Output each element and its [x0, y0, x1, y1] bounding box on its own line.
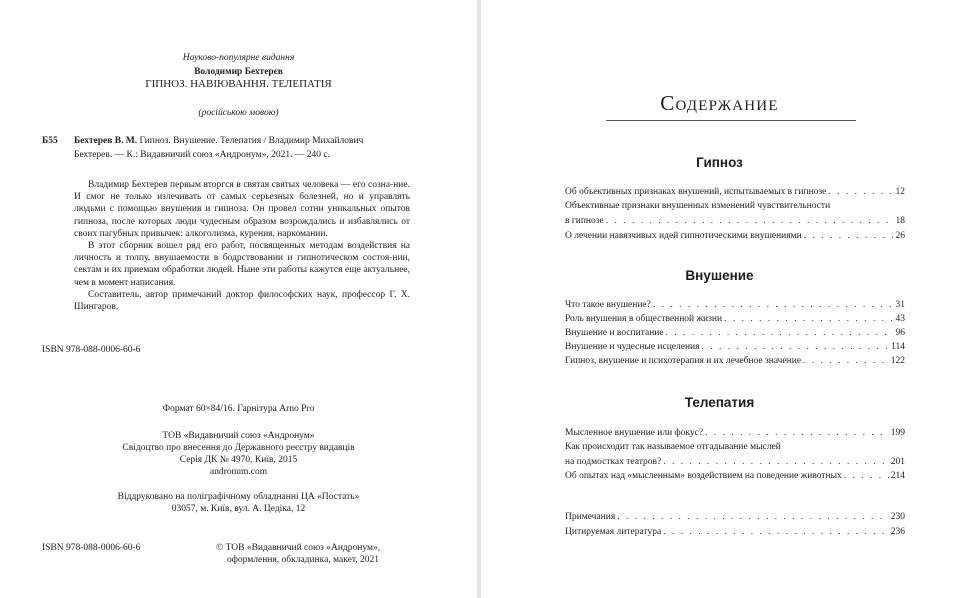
annotation-paragraph: Составитель, автор примечаний доктор философских наук, профессор Г. Х. Шингаров. [74, 289, 410, 313]
toc-leader [828, 186, 893, 198]
publisher-website: andronum.com [209, 467, 268, 477]
toc-entry[interactable] [565, 355, 905, 367]
toc-entry-title: Цитируемая литература [565, 527, 662, 537]
toc-leader [606, 215, 894, 227]
toc-entry-title: Роль внушения в общественной жизни [565, 314, 723, 324]
printer-address: 03057, м. Київ, вул. А. Цедіка, 12 [171, 504, 306, 514]
contents-title: Содержание [660, 91, 779, 115]
annotation-block [74, 179, 410, 313]
toc-entry-title: Об опытах над «мысленным» воздействием на поведение животных [565, 471, 842, 481]
publisher-line: Свідоцтво про внесення до Державного реєстру видавців [122, 443, 355, 453]
toc-leader [663, 456, 889, 468]
annotation-paragraph: Владимир Бехтерев первым вторгся в святая святых человека — его созна-ние. И смог не только излечивать от самых серьезных болезней, но и управлять людьми с помощью внушения и гипноза. Он провел сотни уникальных опытов гипноза, после которых люди чудесным образом возрождались и избавлялись от своих пагубных привычек: алкоголизма, курения, наркомании. [74, 180, 410, 239]
toc-leader [666, 327, 894, 339]
toc-entry[interactable] [565, 511, 905, 523]
toc-page-number: 12 [895, 187, 905, 197]
annotation-paragraph: В этот сборник вошел ряд его работ, посвященных методам воздействия на личность и толпу, внушаемости в бодрствовании и гипнотическом состоя-нии, сектам и их приемам обработки людей. Ныне эти работы кажутся еще актуальнее, чем в момент написания. [74, 241, 410, 288]
toc-leader [663, 526, 889, 538]
toc-entry[interactable] [565, 441, 905, 468]
author-name: Володимир Бехтерєв [194, 67, 283, 77]
catalog-entry-line2: Бехтерев. — К.: Видавничий союз «Андронум», 2021. — 240 с. [74, 150, 330, 160]
contents-page [481, 0, 958, 598]
toc-entry-title: Объективные признаки внушенных изменений чувствительности [565, 201, 831, 211]
toc-entry[interactable] [565, 470, 905, 482]
catalog-entry-line1 [74, 135, 363, 148]
copyright-line: оформлення, обкладинка, макет, 2021 [227, 555, 380, 565]
toc-page-number: 43 [895, 314, 905, 324]
series-label: Науково-популярне видання [182, 53, 295, 63]
language-note: (російською мовою) [198, 108, 279, 118]
section-heading-vnushenie: Внушение [685, 268, 754, 283]
toc-page-number: 199 [890, 428, 905, 438]
toc-leader [844, 470, 889, 482]
catalog-author: Бехтерев В. М. [74, 136, 138, 146]
toc-entry-title: Примечания [565, 512, 616, 522]
copyright-line: © ТОВ «Видавничий союз «Андронум», [216, 543, 381, 553]
toc-page-number: 26 [895, 231, 905, 241]
title-rule [606, 120, 856, 121]
isbn-top: ISBN 978-088-0006-60-6 [42, 345, 141, 355]
toc-leader [705, 427, 889, 439]
toc-leader [653, 299, 894, 311]
toc-page-number: 96 [895, 328, 905, 338]
toc-leader [617, 511, 889, 523]
toc-entry[interactable] [565, 299, 905, 311]
toc-page-number: 230 [890, 512, 905, 522]
publisher-line: ТОВ «Видавничий союз «Андронум» [162, 431, 315, 441]
toc-page-number: 114 [891, 342, 905, 352]
toc-entry[interactable] [565, 313, 905, 325]
toc-entry-title-cont: на подмостках театров? [565, 457, 662, 467]
toc-entry-title: Гипноз, внушение и психотерапия и их лечебное значение [565, 356, 802, 366]
toc-entry[interactable] [565, 427, 905, 439]
toc-leader [702, 341, 890, 353]
imprint-page [0, 0, 477, 598]
toc-page-number: 201 [890, 457, 905, 467]
publisher-line: Серія ДК № 4970, Київ, 2015 [179, 455, 298, 465]
format-line: Формат 60×84/16. Гарнітура Arno Pro [162, 404, 315, 414]
toc-entry-title-cont: в гипнозе [565, 216, 604, 226]
toc-entry[interactable] [565, 230, 905, 242]
toc-entry-title: О лечении навязчивых идей гипнотическими внушениями [565, 231, 802, 241]
toc-entry-title: Как происходит так называемое отгадывание мыслей [565, 442, 781, 452]
toc-entry-title: Об объективных признаках внушений, испытываемых в гипнозе [565, 187, 827, 197]
toc-entry-title: Что такое внушение? [565, 300, 651, 310]
catalog-title: Гипноз. Внушение. Телепатия / Владимир Михайлович [137, 136, 364, 146]
toc-entry[interactable] [565, 186, 905, 198]
toc-entry[interactable] [565, 327, 905, 339]
section-heading-gipnoz: Гипноз [696, 155, 743, 170]
book-title: ГІПНОЗ. НАВІЮВАННЯ. ТЕЛЕПАТІЯ [145, 78, 332, 90]
toc-page-number: 236 [890, 527, 905, 537]
toc-entry[interactable] [565, 200, 905, 227]
toc-entry-title: Внушение и воспитание [565, 328, 664, 338]
toc-page-number: 31 [895, 300, 905, 310]
isbn-bottom: ISBN 978-088-0006-60-6 [42, 543, 141, 553]
toc-leader [803, 355, 889, 367]
toc-entry-title: Мысленное внушение или фокус? [565, 428, 704, 438]
toc-entry[interactable] [565, 526, 905, 538]
section-heading-telepatiya: Телепатия [684, 395, 755, 410]
toc-page-number: 122 [890, 356, 905, 366]
printer-line: Віддруковано на поліграфічному обладнанні ЦА «Постать» [117, 492, 360, 502]
toc-page-number: 214 [890, 471, 905, 481]
toc-leader [804, 230, 894, 242]
toc-leader [724, 313, 893, 325]
catalog-code: Б55 [42, 136, 58, 146]
toc-entry[interactable] [565, 341, 905, 353]
toc-entry-title: Внушение и чудесные исцеления [565, 342, 700, 352]
toc-page-number: 18 [895, 216, 905, 226]
